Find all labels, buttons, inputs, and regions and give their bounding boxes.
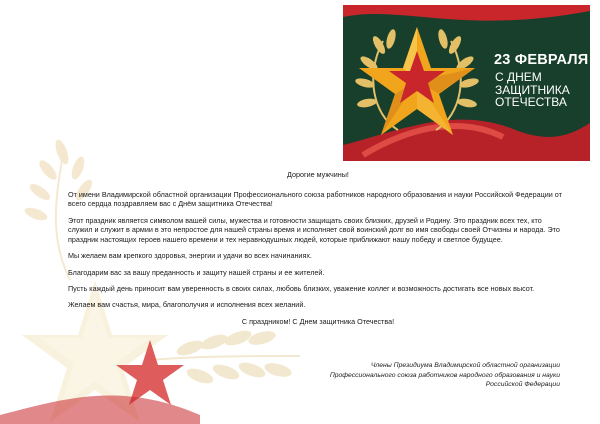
banner-date-title: 23 ФЕВРАЛЯ [494, 52, 589, 68]
letter-paragraph: От имени Владимирской областной организации Профессионального союза работников народного образования и науки Российской Федерации от всего сердца поздравляем вас с Днём защитника Отечества! [68, 189, 562, 209]
letter-paragraph: Благодарим вас за вашу преданность и защиту нашей страны и ее жителей. [68, 267, 325, 277]
letter-signature [330, 361, 560, 390]
letter-paragraph: Мы желаем вам крепкого здоровья, энергии и удачи во всех начинаниях. [68, 251, 312, 261]
signature-line: Российской Федерации [485, 381, 560, 389]
letter-paragraph: Желаем вам счастья, мира, благополучия и исполнения всех желаний. [68, 300, 306, 310]
greeting-letter [68, 170, 568, 333]
banner-subtitle [495, 71, 587, 109]
banner-subtitle-line: ОТЕЧЕСТВА [495, 95, 567, 109]
banner-subtitle-line: С ДНЕМ [495, 70, 542, 84]
letter-greeting: Дорогие мужчины! [287, 170, 349, 179]
letter-paragraph: Этот праздник является символом вашей силы, мужества и готовности защищать своих близких, друзей и Родину. Это праздник всех тех, кто служил и служит в армии в это непростое для нашей страны время и исполняет свой воинский долг во имя свободы своей Отчизны и народа. Это праздник настоящих героев нашего времени и тех неравнодушных людей, которые приближают нашу победу и светлое будущее. [68, 215, 560, 244]
letter-closing: С праздником! С Днем защитника Отечества! [241, 316, 395, 326]
holiday-banner [343, 5, 590, 161]
signature-line: Члены Президиума Владимирской областной организации [370, 362, 560, 369]
banner-subtitle-line: ЗАЩИТНИКА [495, 82, 570, 97]
letter-paragraph: Пусть каждый день приносит вам уверенность в своих силах, любовь близких, уважение коллег и возможность достигать все новых высот. [68, 283, 535, 293]
signature-line: Профессионального союза работников народного образования и науки [329, 371, 560, 379]
